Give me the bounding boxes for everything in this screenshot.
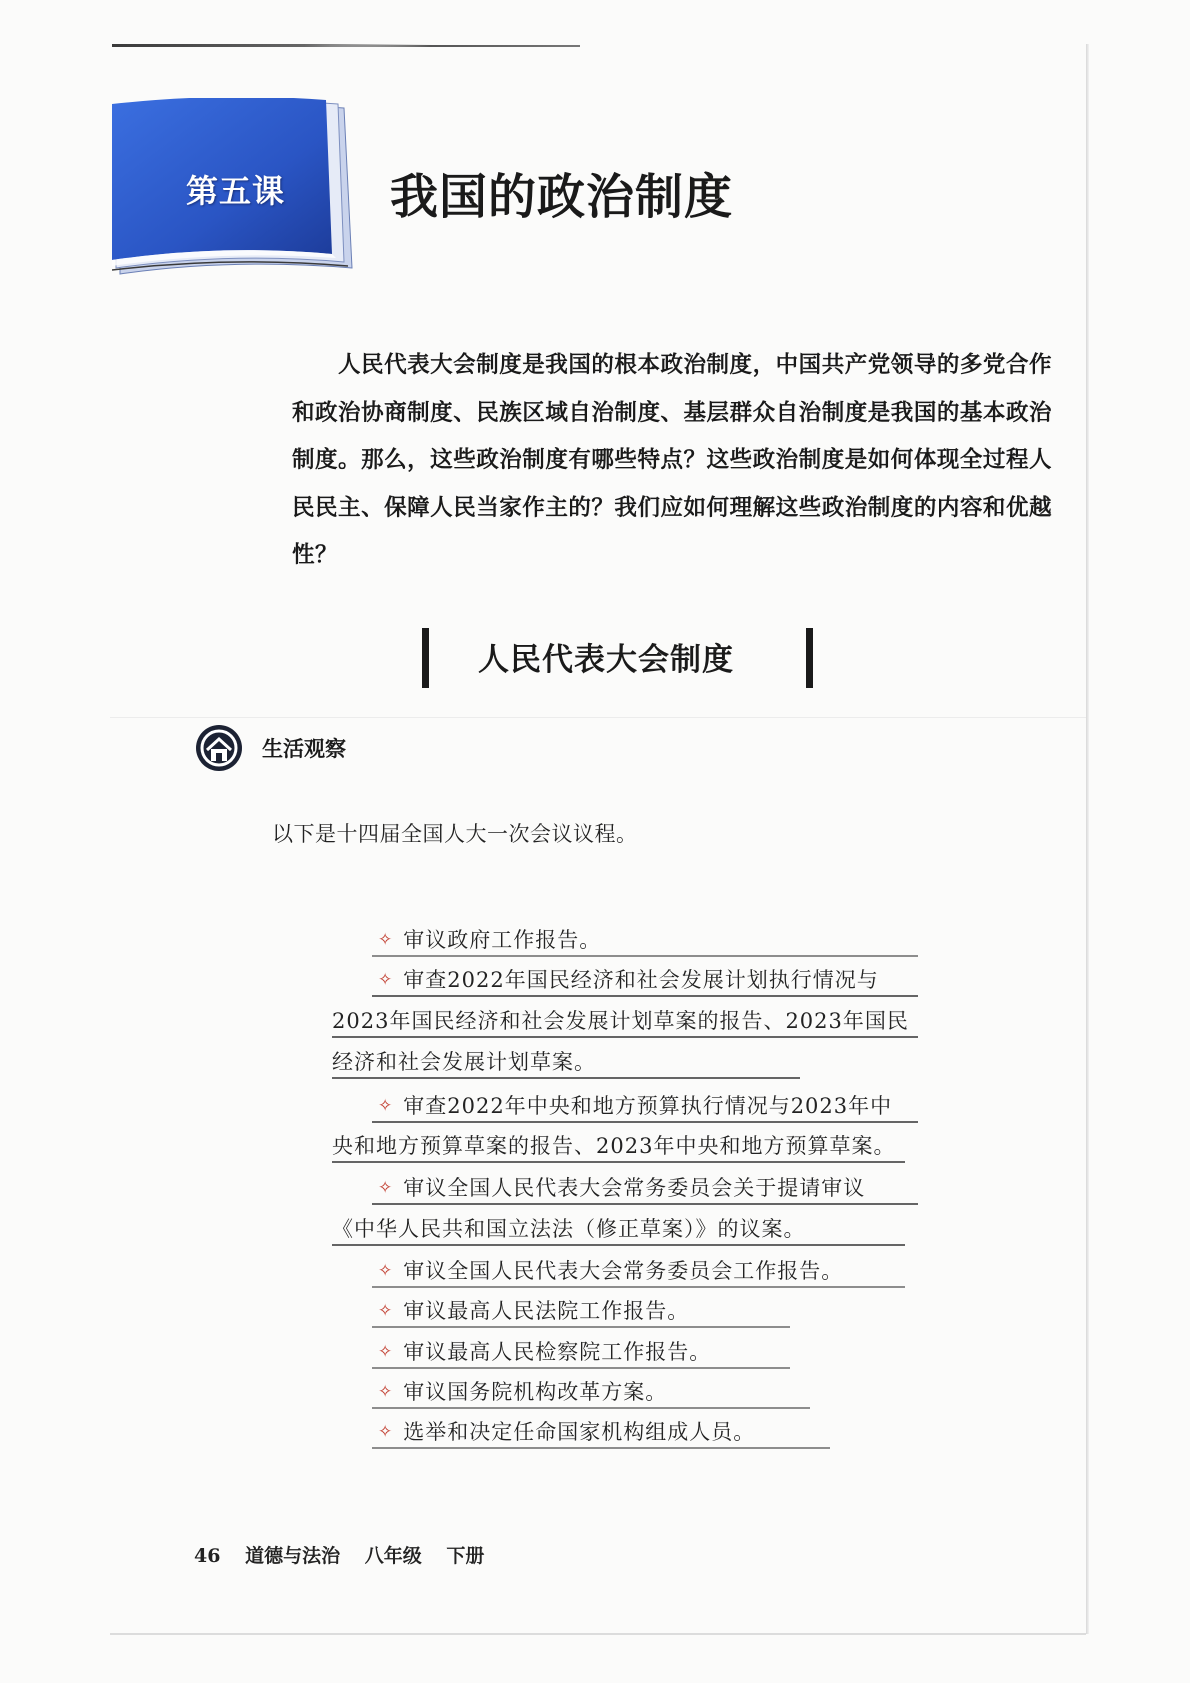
lesson-number: 第五课 [186, 172, 286, 210]
diamond-bullet-icon: ✧ [378, 1422, 394, 1442]
underline-rule [372, 1203, 918, 1205]
underline-rule [332, 1161, 905, 1163]
agenda-item [332, 1005, 909, 1035]
underline-rule [372, 1447, 830, 1449]
lesson-title: 我国的政治制度 [390, 169, 734, 225]
diamond-bullet-icon: ✧ [378, 1301, 394, 1321]
book-volume: 下册 [446, 1545, 485, 1567]
diamond-bullet-icon: ✧ [378, 930, 394, 950]
house-icon [194, 723, 244, 773]
diamond-bullet-icon: ✧ [378, 1096, 394, 1116]
scan-line [110, 717, 1086, 718]
agenda-item-text: 审议政府工作报告。 [403, 928, 602, 952]
agenda-item [378, 1295, 689, 1325]
agenda-item-text: 审议最高人民法院工作报告。 [403, 1299, 690, 1323]
agenda-item-text: 审议国务院机构改革方案。 [403, 1380, 668, 1404]
agenda-item [378, 1376, 667, 1406]
agenda-item [332, 1130, 895, 1160]
section-title: 人民代表大会制度 [478, 642, 734, 678]
page-edge [1086, 44, 1089, 1634]
underline-rule [372, 1286, 905, 1288]
agenda-item [378, 1255, 843, 1285]
agenda-item-text: 审议全国人民代表大会常务委员会工作报告。 [403, 1259, 844, 1283]
diamond-bullet-icon: ✧ [378, 970, 394, 990]
diamond-bullet-icon: ✧ [378, 1261, 394, 1281]
underline-rule [372, 955, 918, 957]
intro-paragraph: 人民代表大会制度是我国的根本政治制度，中国共产党领导的多党合作和政治协商制度、民族区域自治制度、基层群众自治制度是我国的基本政治制度。那么，这些政治制度有哪些特点？这些政治制度是如何体现全过程人民民主、保障人民当家作主的？我们应如何理解这些政治制度的内容和优越性？ [292, 352, 1052, 568]
agenda-item-text: 审查2022年中央和地方预算执行情况与2023年中 [403, 1094, 893, 1118]
underline-rule [372, 1407, 810, 1409]
agenda-item-text: 经济和社会发展计划草案。 [332, 1050, 596, 1074]
heading-bar-left [422, 628, 429, 688]
agenda-item [332, 1213, 806, 1243]
agenda-item-text: 选举和决定任命国家机构组成人员。 [403, 1420, 756, 1444]
agenda-item [378, 924, 601, 954]
agenda-item [378, 1172, 865, 1202]
agenda-item [378, 1090, 892, 1120]
book-grade: 八年级 [364, 1545, 422, 1567]
underline-rule [372, 1367, 790, 1369]
underline-rule [332, 1244, 905, 1246]
underline-rule [372, 995, 918, 997]
top-rule [330, 45, 580, 47]
agenda-item [378, 1336, 711, 1366]
underline-rule [372, 1121, 918, 1123]
page-edge [110, 1633, 1086, 1635]
underline-rule [332, 1036, 918, 1038]
agenda-item-text: 《中华人民共和国立法法（修正草案）》的议案。 [332, 1217, 806, 1241]
diamond-bullet-icon: ✧ [378, 1382, 394, 1402]
lesson-banner [112, 98, 362, 292]
agenda-item-text: 审查2022年国民经济和社会发展计划执行情况与 [403, 968, 879, 992]
agenda-item-text: 审议最高人民检察院工作报告。 [403, 1340, 712, 1364]
agenda-item-text: 2023年国民经济和社会发展计划草案的报告、2023年国民 [332, 1009, 909, 1033]
diamond-bullet-icon: ✧ [378, 1178, 394, 1198]
book-subject: 道德与法治 [245, 1545, 341, 1567]
agenda-item-text: 央和地方预算草案的报告、2023年中央和地方预算草案。 [332, 1134, 896, 1158]
agenda-item [332, 1046, 596, 1076]
agenda-item [378, 1416, 755, 1446]
underline-rule [372, 1326, 790, 1328]
page-footer [194, 1541, 502, 1568]
underline-rule [332, 1077, 800, 1079]
agenda-item-text: 审议全国人民代表大会常务委员会关于提请审议 [403, 1176, 866, 1200]
observation-label: 生活观察 [262, 737, 346, 761]
heading-bar-right [806, 628, 813, 688]
diamond-bullet-icon: ✧ [378, 1342, 394, 1362]
agenda-item [378, 964, 879, 994]
agenda-intro: 以下是十四届全国人大一次会议议程。 [272, 822, 638, 846]
page-number: 46 [194, 1545, 221, 1567]
